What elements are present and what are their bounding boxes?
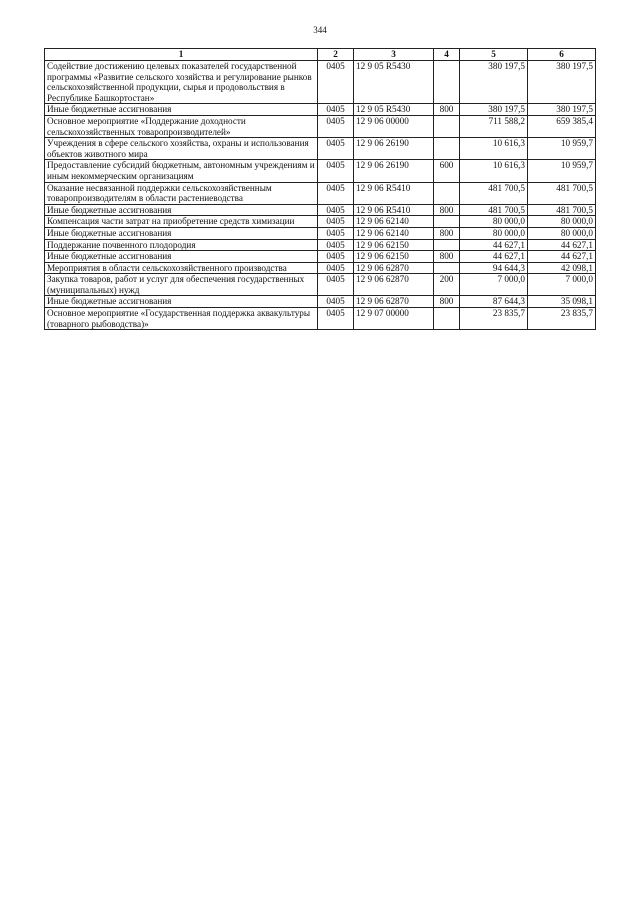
cell-section: 0405 [318,160,354,182]
cell-article: 12 9 05 R5430 [354,104,434,116]
cell-section: 0405 [318,216,354,228]
cell-amount-col5: 44 627,1 [460,251,528,263]
cell-amount-col5: 80 000,0 [460,227,528,239]
cell-name: Иные бюджетные ассигнования [45,104,318,116]
cell-amount-col5: 94 644,3 [460,262,528,274]
cell-amount-col6: 380 197,5 [528,104,596,116]
cell-name: Иные бюджетные ассигнования [45,204,318,216]
cell-article: 12 9 06 R5410 [354,204,434,216]
cell-amount-col6: 35 098,1 [528,296,596,308]
cell-amount-col5: 380 197,5 [460,61,528,104]
cell-name: Предоставление субсидий бюджетным, автономным учреждениям и иным некоммерческим организациям [45,160,318,182]
cell-amount-col6: 481 700,5 [528,204,596,216]
cell-article: 12 9 06 26190 [354,138,434,160]
table-row [45,239,596,251]
cell-amount-col5: 10 616,3 [460,138,528,160]
cell-article: 12 9 06 62150 [354,251,434,263]
cell-section: 0405 [318,274,354,296]
table-row [45,115,596,137]
table-row [45,182,596,204]
cell-section: 0405 [318,138,354,160]
cell-expense-kind: 800 [434,251,460,263]
cell-amount-col5: 711 588,2 [460,115,528,137]
cell-article: 12 9 07 00000 [354,308,434,330]
cell-expense-kind: 800 [434,104,460,116]
cell-name: Иные бюджетные ассигнования [45,296,318,308]
table-row [45,216,596,228]
cell-name: Содействие достижению целевых показателей государственной программы «Развитие сельского хозяйства и регулирование рынков сельскохозяйственной продукции, сырья и продовольствия в Республике Башкортостан» [45,61,318,104]
cell-expense-kind [434,239,460,251]
cell-section: 0405 [318,296,354,308]
cell-name: Закупка товаров, работ и услуг для обеспечения государственных (муниципальных) нужд [45,274,318,296]
column-header: 1 [45,49,318,61]
cell-amount-col6: 44 627,1 [528,239,596,251]
cell-amount-col6: 481 700,5 [528,182,596,204]
column-header: 2 [318,49,354,61]
cell-amount-col5: 44 627,1 [460,239,528,251]
table-row [45,138,596,160]
cell-amount-col6: 659 385,4 [528,115,596,137]
cell-expense-kind: 600 [434,160,460,182]
column-header: 6 [528,49,596,61]
cell-name: Компенсация части затрат на приобретение средств химизации [45,216,318,228]
cell-amount-col6: 7 000,0 [528,274,596,296]
table-row [45,274,596,296]
cell-name: Иные бюджетные ассигнования [45,227,318,239]
cell-amount-col5: 481 700,5 [460,204,528,216]
cell-amount-col5: 10 616,3 [460,160,528,182]
cell-expense-kind: 800 [434,204,460,216]
cell-amount-col6: 10 959,7 [528,160,596,182]
cell-section: 0405 [318,115,354,137]
cell-expense-kind [434,308,460,330]
cell-article: 12 9 06 62870 [354,296,434,308]
cell-section: 0405 [318,251,354,263]
cell-section: 0405 [318,182,354,204]
cell-section: 0405 [318,104,354,116]
cell-expense-kind [434,182,460,204]
cell-amount-col6: 80 000,0 [528,227,596,239]
cell-article: 12 9 06 00000 [354,115,434,137]
column-header: 4 [434,49,460,61]
cell-amount-col5: 87 644,3 [460,296,528,308]
cell-article: 12 9 06 62870 [354,262,434,274]
cell-name: Поддержание почвенного плодородия [45,239,318,251]
cell-article: 12 9 06 26190 [354,160,434,182]
cell-amount-col6: 23 835,7 [528,308,596,330]
cell-amount-col5: 7 000,0 [460,274,528,296]
table-row [45,296,596,308]
cell-article: 12 9 06 62150 [354,239,434,251]
table-row [45,262,596,274]
cell-section: 0405 [318,227,354,239]
cell-amount-col6: 80 000,0 [528,216,596,228]
cell-name: Основное мероприятие «Поддержание доходности сельскохозяйственных товаропроизводителей» [45,115,318,137]
budget-table [44,48,596,330]
cell-amount-col5: 80 000,0 [460,216,528,228]
column-header: 3 [354,49,434,61]
cell-article: 12 9 06 62870 [354,274,434,296]
cell-article: 12 9 06 62140 [354,216,434,228]
cell-amount-col5: 481 700,5 [460,182,528,204]
cell-article: 12 9 06 62140 [354,227,434,239]
cell-name: Учреждения в сфере сельского хозяйства, охраны и использования объектов животного мира [45,138,318,160]
cell-section: 0405 [318,239,354,251]
cell-article: 12 9 06 R5410 [354,182,434,204]
page-number: 344 [313,25,327,35]
cell-section: 0405 [318,61,354,104]
table-row [45,104,596,116]
cell-name: Иные бюджетные ассигнования [45,251,318,263]
cell-amount-col6: 44 627,1 [528,251,596,263]
cell-expense-kind [434,216,460,228]
column-header: 5 [460,49,528,61]
table-row [45,251,596,263]
table-row [45,204,596,216]
table-body [45,61,596,330]
cell-expense-kind: 800 [434,227,460,239]
cell-name: Мероприятия в области сельскохозяйственного производства [45,262,318,274]
cell-expense-kind: 800 [434,296,460,308]
cell-expense-kind: 200 [434,274,460,296]
cell-expense-kind [434,138,460,160]
cell-amount-col6: 380 197,5 [528,61,596,104]
cell-amount-col5: 23 835,7 [460,308,528,330]
cell-name: Основное мероприятие «Государственная поддержка аквакультуры (товарного рыбоводства)» [45,308,318,330]
cell-section: 0405 [318,262,354,274]
cell-name: Оказание несвязанной поддержки сельскохозяйственным товаропроизводителям в области растениеводства [45,182,318,204]
cell-expense-kind [434,262,460,274]
table-row [45,308,596,330]
table-header-row [45,49,596,61]
table-row [45,227,596,239]
table-row [45,160,596,182]
table-row [45,61,596,104]
cell-amount-col6: 42 098,1 [528,262,596,274]
cell-expense-kind [434,61,460,104]
cell-section: 0405 [318,308,354,330]
cell-section: 0405 [318,204,354,216]
cell-amount-col5: 380 197,5 [460,104,528,116]
cell-expense-kind [434,115,460,137]
cell-amount-col6: 10 959,7 [528,138,596,160]
cell-article: 12 9 05 R5430 [354,61,434,104]
